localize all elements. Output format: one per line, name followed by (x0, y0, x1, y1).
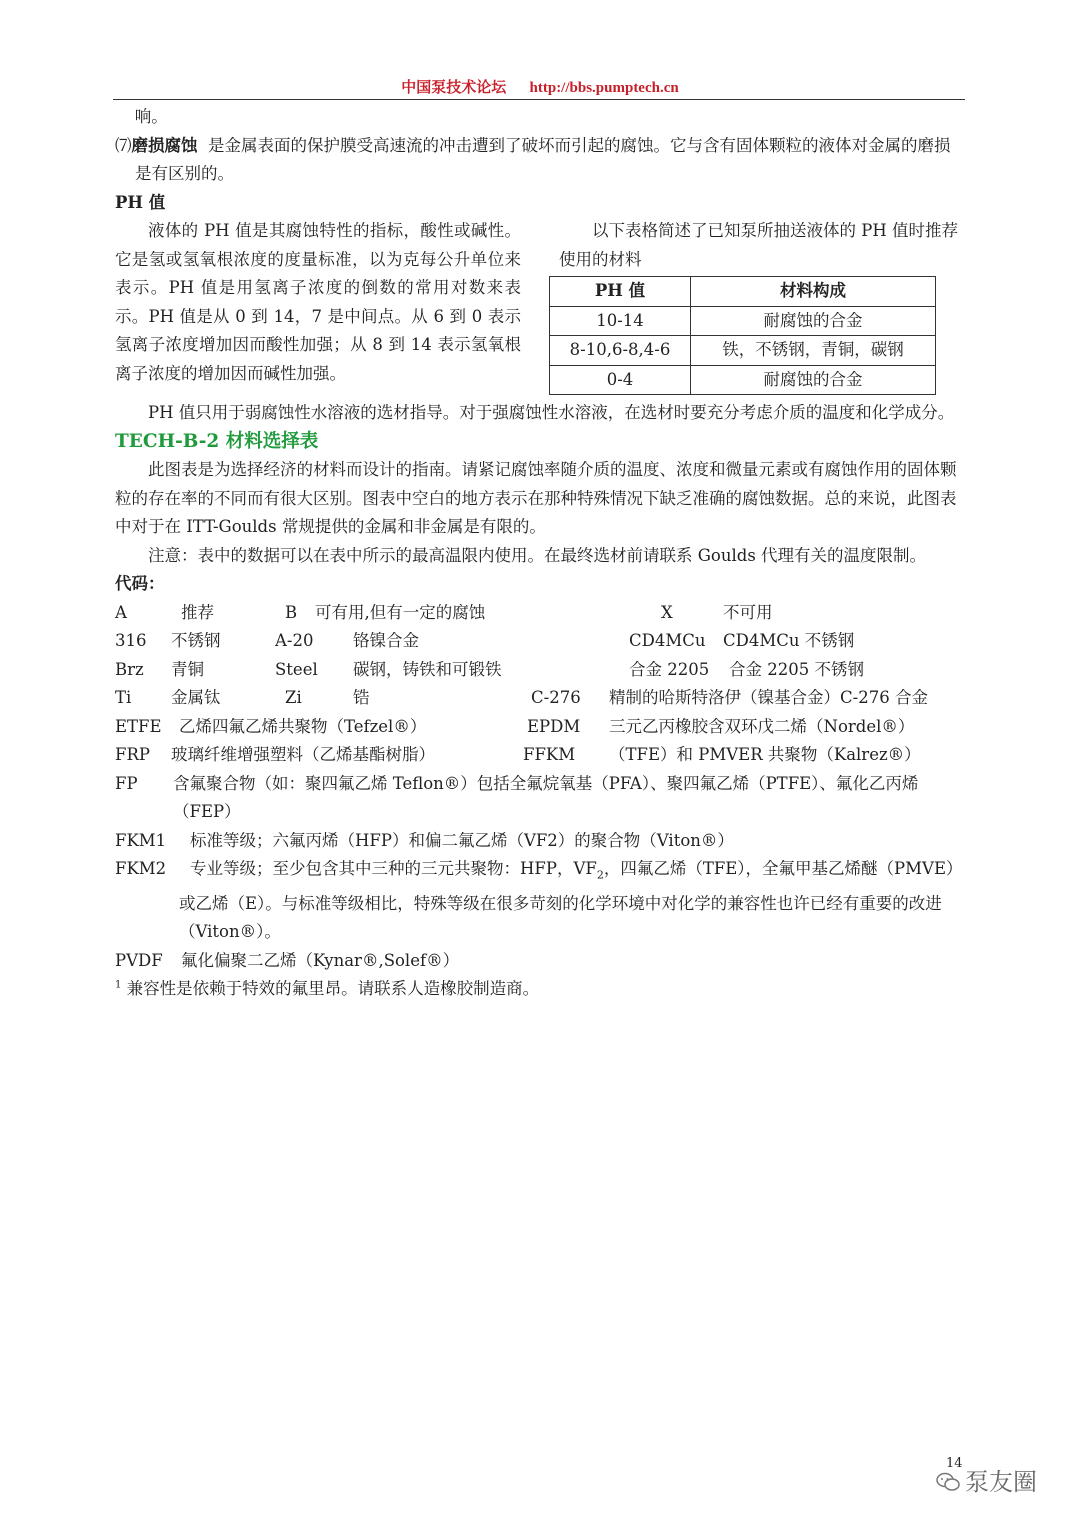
code-abbr: B (285, 602, 298, 622)
ph-cell: 0-4 (550, 365, 691, 395)
code-abbr: FKM2 (115, 859, 167, 878)
ph-table-header-row (550, 277, 936, 307)
code-desc: 可有用,但有一定的腐蚀 (315, 602, 486, 622)
ph-right-column (559, 217, 965, 395)
codes-heading: 代码： (115, 574, 165, 593)
ph-table-header: 材料构成 (691, 277, 936, 307)
code-desc: 锆 (353, 688, 370, 707)
table-row (550, 306, 936, 336)
code-abbr: 合金 2205 (629, 659, 710, 679)
table-row (550, 336, 936, 366)
ph-table-header: PH 值 (550, 277, 691, 307)
code-abbr: X (661, 602, 673, 622)
code-abbr: A (115, 602, 127, 622)
ph-heading: PH 值 (115, 192, 166, 212)
code-pvdf (115, 947, 965, 976)
code-desc-b: ，四氟乙烯（TFE），全氟甲基乙烯醚（PMVE）或乙烯（E）。与标准等级相比，特殊等级在很多苛刻的化学环境中对化学的兼容性也许已经有重要的改进（Viton®）。 (179, 859, 963, 942)
code-abbr: C-276 (531, 688, 581, 707)
code-desc: 金属钛 (171, 688, 221, 707)
code-row (115, 741, 965, 770)
forum-url[interactable]: http://bbs.pumptech.cn (529, 80, 679, 96)
ph-columns (115, 217, 965, 395)
intro-line: 响。 (134, 107, 168, 126)
code-desc-a: 专业等级；至少包含其中三种的三元共聚物：HFP，VF (190, 859, 597, 878)
code-row (115, 656, 965, 685)
code-desc: 氟化偏聚二乙烯（Kynar®,Solef®） (181, 950, 460, 970)
code-abbr: 316 (115, 631, 147, 650)
code-abbr: FKM1 (115, 830, 167, 850)
page-content (115, 103, 965, 1004)
watermark-text: 泵友圈 (965, 1468, 1037, 1496)
code-row (115, 684, 965, 713)
code-fkm2 (115, 855, 965, 947)
wechat-icon (935, 1470, 961, 1490)
code-desc: 碳钢，铸铁和可锻铁 (353, 659, 502, 679)
code-desc: 不可用 (723, 602, 773, 622)
footnote (115, 975, 965, 1004)
code-row (115, 713, 965, 742)
code-abbr: Brz (115, 659, 144, 679)
code-desc: 青铜 (171, 659, 204, 679)
code-desc: 标准等级；六氟丙烯（HFP）和偏二氟乙烯（VF2）的聚合物（Viton®） (190, 830, 734, 850)
erosion-paragraph (115, 132, 965, 189)
subscript: 2 (596, 868, 604, 882)
footnote-text: 兼容性是依赖于特效的氟里昂。请联系人造橡胶制造商。 (126, 979, 540, 999)
page-header (0, 76, 1080, 97)
code-abbr: EPDM (527, 716, 581, 736)
code-abbr: ETFE (115, 716, 162, 736)
code-fp (115, 770, 965, 827)
code-desc: CD4MCu 不锈钢 (723, 631, 855, 650)
code-abbr: FFKM (523, 745, 576, 764)
code-abbr: Steel (275, 659, 318, 679)
code-abbr: Zi (285, 688, 302, 707)
code-desc: 合金 2205 不锈钢 (729, 659, 864, 679)
code-desc: （TFE）和 PMVER 共聚物（Kalrez®） (609, 745, 921, 764)
tech-heading: TECH-B-2 材料选择表 (115, 430, 319, 452)
code-row (115, 599, 965, 628)
code-abbr: A-20 (275, 631, 314, 650)
ph-note: PH 值只用于弱腐蚀性水溶液的选材指导。对于强腐蚀性水溶液，在选材时要充分考虑介质的温度和化学成分。 (148, 403, 955, 422)
tech-paragraph-1: 此图表是为选择经济的材料而设计的指南。请紧记腐蚀率随介质的温度、浓度和微量元素或有腐蚀作用的固体颗粒的存在率的不同而有很大区别。图表中空白的地方表示在那种特殊情况下缺乏准确的腐蚀数据。总的来说，此图表中对于在 ITT-Goulds 常规提供的金属和非金属是有限的。 (115, 460, 957, 536)
code-desc: 铬镍合金 (353, 631, 419, 650)
code-desc: 精制的哈斯特洛伊（镍基合金）C-276 合金 (609, 688, 928, 707)
page-number: 14 (946, 1456, 963, 1471)
code-abbr: Ti (115, 688, 132, 707)
forum-name: 中国泵技术论坛 (401, 78, 507, 96)
ph-table-intro: 以下表格简述了已知泵所抽送液体的 PH 值时推荐使用的材料 (559, 221, 958, 269)
material-cell: 耐腐蚀的合金 (691, 306, 936, 336)
ph-table (549, 276, 936, 395)
tech-paragraph-2: 注意：表中的数据可以在表中所示的最高温限内使用。在最终选材前请联系 Goulds 代理有关的温度限制。 (148, 545, 927, 565)
code-desc: 推荐 (181, 602, 214, 622)
table-row (550, 365, 936, 395)
code-desc: 三元乙丙橡胶含双环戊二烯（Nordel®） (609, 716, 915, 736)
ph-left-text: 液体的 PH 值是其腐蚀特性的指标，酸性或碱性。它是氢或氢氧根浓度的度量标准，以为克每公升单位来表示。PH 值是用氢离子浓度的倒数的常用对数来表示。PH 值是从 0 到 14，7 是中间点。从 6 到 0 表示氢离子浓度增加因而酸性加强；从 8 到 14 表示氢氧根离子浓度的增加因而碱性加强。 (115, 221, 521, 383)
code-desc: 乙烯四氟乙烯共聚物（Tefzel®） (179, 716, 427, 736)
code-fkm1 (115, 827, 965, 856)
footnote-mark: 1 (115, 979, 122, 991)
code-abbr: PVDF (115, 950, 163, 970)
code-desc: 不锈钢 (171, 631, 221, 650)
ph-cell: 10-14 (550, 306, 691, 336)
code-abbr: FRP (115, 745, 150, 764)
erosion-term: 磨损腐蚀 (131, 135, 198, 155)
code-desc: 玻璃纤维增强塑料（乙烯基酯树脂） (171, 745, 435, 764)
material-cell: 铁，不锈钢，青铜，碳钢 (691, 336, 936, 366)
code-row (115, 627, 965, 656)
erosion-marker: ⑺ (115, 135, 132, 155)
code-abbr: CD4MCu (629, 631, 706, 650)
code-abbr: FP (115, 773, 138, 793)
header-rule (113, 99, 965, 100)
material-cell: 耐腐蚀的合金 (691, 365, 936, 395)
code-desc: 含氟聚合物（如：聚四氟乙烯 Teflon®）包括全氟烷氧基（PFA）、聚四氟乙烯（PTFE）、氟化乙丙烯（FEP） (173, 773, 919, 821)
ph-cell: 8-10,6-8,4-6 (550, 336, 691, 366)
erosion-text: 是金属表面的保护膜受高速流的冲击遭到了破坏而引起的腐蚀。它与含有固体颗粒的液体对金属的磨损是有区别的。 (135, 135, 951, 183)
watermark (935, 1462, 1037, 1497)
